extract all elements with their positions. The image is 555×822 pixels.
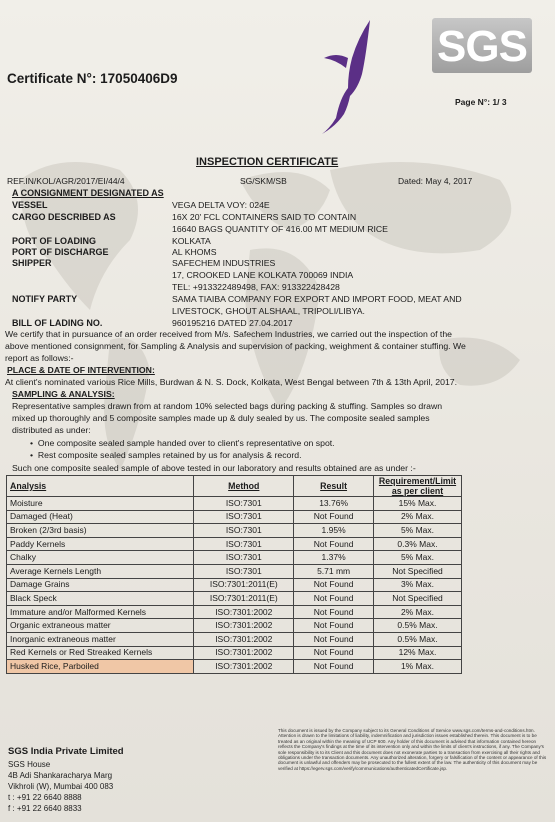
- notify-party-line2: LIVESTOCK, GHOUT ALSHAAL, TRIPOLI/LIBYA.: [172, 306, 365, 316]
- address-line: SGS House: [8, 760, 51, 769]
- port-loading-label: PORT OF LOADING: [12, 236, 96, 246]
- analysis-cell: Black Speck: [7, 592, 194, 606]
- certify-line: above mentioned consignment, for Sampling & Analysis and supervision of packing, weighment & container stuffing. We: [5, 341, 466, 351]
- notify-party-label: NOTIFY PARTY: [12, 294, 78, 304]
- analysis-cell: Average Kernels Length: [7, 564, 194, 578]
- method-cell: ISO:7301:2011(E): [194, 578, 294, 592]
- analysis-cell: Immature and/or Malformed Kernels: [7, 605, 194, 619]
- company-name: SGS India Private Limited: [8, 746, 124, 757]
- analysis-cell: Husked Rice, Parboiled: [7, 660, 194, 674]
- column-header-analysis: Analysis: [7, 476, 194, 497]
- analysis-cell: Paddy Kernels: [7, 537, 194, 551]
- bill-of-lading-value: 960195216 DATED 27.04.2017: [172, 318, 293, 328]
- method-cell: ISO:7301: [194, 564, 294, 578]
- requirement-cell: 5% Max.: [374, 524, 462, 538]
- fax-number: f : +91 22 6640 8833: [8, 804, 82, 813]
- sampling-line: Representative samples drawn from at random 10% selected bags during packing & stuffing. Samples so drawn: [12, 401, 443, 411]
- port-discharge-value: AL KHOMS: [172, 247, 217, 257]
- analysis-cell: Chalky: [7, 551, 194, 565]
- requirement-cell: 2% Max.: [374, 510, 462, 524]
- shipper-value-line1: SAFECHEM INDUSTRIES: [172, 258, 276, 268]
- shipper-label: SHIPPER: [12, 258, 52, 268]
- analysis-cell: Organic extraneous matter: [7, 619, 194, 633]
- place-text: At client's nominated various Rice Mills, Burdwan & N. S. Dock, Kolkata, West Bengal between 7th & 13th April, 2017.: [5, 377, 458, 387]
- consignment-heading: A CONSIGNMENT DESIGNATED AS: [12, 188, 164, 198]
- sampling-line: distributed as under:: [12, 425, 91, 435]
- table-row: [7, 605, 462, 619]
- vessel-value: VEGA DELTA VOY: 024E: [172, 200, 270, 210]
- analysis-cell: Inorganic extraneous matter: [7, 632, 194, 646]
- requirement-cell: 15% Max.: [374, 497, 462, 511]
- bullet-text: One composite sealed sample handed over to client's representative on spot.: [37, 438, 335, 448]
- reference-number: REF.IN/KOL/AGR/2017/EI/44/4: [7, 176, 125, 186]
- result-cell: 1.37%: [294, 551, 374, 565]
- requirement-cell: 0.5% Max.: [374, 632, 462, 646]
- requirement-cell: Not Specified: [374, 592, 462, 606]
- table-row: [7, 592, 462, 606]
- method-cell: ISO:7301:2002: [194, 605, 294, 619]
- result-cell: Not Found: [294, 592, 374, 606]
- result-cell: Not Found: [294, 619, 374, 633]
- table-row: [7, 524, 462, 538]
- column-header-requirement: Requirement/Limit as per client: [374, 476, 462, 497]
- notify-party-line1: SAMA TIAIBA COMPANY FOR EXPORT AND IMPORT FOOD, MEAT AND: [172, 294, 462, 304]
- requirement-cell: 5% Max.: [374, 551, 462, 565]
- certificate-date: Dated: May 4, 2017: [398, 176, 473, 186]
- port-discharge-label: PORT OF DISCHARGE: [12, 247, 109, 257]
- method-cell: ISO:7301: [194, 537, 294, 551]
- address-line: 4B Adi Shankaracharya Marg: [8, 771, 113, 780]
- table-row: [7, 646, 462, 660]
- result-cell: Not Found: [294, 605, 374, 619]
- result-cell: 5.71 mm: [294, 564, 374, 578]
- sampling-bullet: • Rest composite sealed samples retained by us for analysis & record.: [30, 450, 302, 460]
- results-intro: Such one composite sealed sample of above tested in our laboratory and results obtained are as under :-: [12, 463, 416, 473]
- result-cell: Not Found: [294, 537, 374, 551]
- requirement-cell: 12% Max.: [374, 646, 462, 660]
- requirement-cell: 0.5% Max.: [374, 619, 462, 633]
- column-header-method: Method: [194, 476, 294, 497]
- result-cell: Not Found: [294, 646, 374, 660]
- vessel-label: VESSEL: [12, 200, 48, 210]
- requirement-cell: 1% Max.: [374, 660, 462, 674]
- method-cell: ISO:7301:2011(E): [194, 592, 294, 606]
- table-header-row: [7, 476, 462, 497]
- table-row: [7, 497, 462, 511]
- method-cell: ISO:7301: [194, 551, 294, 565]
- analysis-table: [6, 475, 462, 674]
- table-row: [7, 537, 462, 551]
- analysis-cell: Broken (2/3rd basis): [7, 524, 194, 538]
- sampling-line: mixed up thoroughly and 5 composite samples made up & duly sealed by us. The composite sealed samples: [12, 413, 430, 423]
- sgs-bird-logo: [318, 18, 376, 136]
- phone-number: t : +91 22 6640 8888: [8, 793, 82, 802]
- cargo-label: CARGO DESCRIBED AS: [12, 212, 116, 222]
- page-number: Page N°: 1/ 3: [455, 97, 507, 107]
- document-title: INSPECTION CERTIFICATE: [196, 156, 339, 168]
- result-cell: Not Found: [294, 632, 374, 646]
- table-row: [7, 619, 462, 633]
- result-cell: Not Found: [294, 660, 374, 674]
- method-cell: ISO:7301:2002: [194, 660, 294, 674]
- bill-of-lading-label: BILL OF LADING NO.: [12, 318, 103, 328]
- certify-line: report as follows:-: [5, 353, 74, 363]
- result-cell: 13.76%: [294, 497, 374, 511]
- result-cell: 1.95%: [294, 524, 374, 538]
- bullet-text: Rest composite sealed samples retained by us for analysis & record.: [37, 450, 302, 460]
- table-row: [7, 551, 462, 565]
- analysis-cell: Red Kernels or Red Streaked Kernels: [7, 646, 194, 660]
- sgs-logo: SGS: [432, 18, 532, 73]
- table-row: [7, 510, 462, 524]
- table-row: [7, 632, 462, 646]
- method-cell: ISO:7301:2002: [194, 646, 294, 660]
- table-row: [7, 660, 462, 674]
- method-cell: ISO:7301: [194, 524, 294, 538]
- analysis-cell: Moisture: [7, 497, 194, 511]
- column-header-result: Result: [294, 476, 374, 497]
- result-cell: Not Found: [294, 510, 374, 524]
- table-row: [7, 564, 462, 578]
- port-loading-value: KOLKATA: [172, 236, 211, 246]
- method-cell: ISO:7301:2002: [194, 632, 294, 646]
- certificate-number: Certificate N°: 17050406D9: [7, 71, 178, 86]
- shipper-value-line2: 17, CROOKED LANE KOLKATA 700069 INDIA: [172, 270, 354, 280]
- requirement-cell: 3% Max.: [374, 578, 462, 592]
- sampling-heading: SAMPLING & ANALYSIS:: [12, 389, 115, 399]
- sampling-bullet: • One composite sealed sample handed over to client's representative on spot.: [30, 438, 335, 448]
- place-heading: PLACE & DATE OF INTERVENTION:: [7, 365, 155, 375]
- analysis-table-body: [7, 497, 462, 674]
- cargo-value-line1: 16X 20' FCL CONTAINERS SAID TO CONTAIN: [172, 212, 357, 222]
- requirement-cell: 2% Max.: [374, 605, 462, 619]
- cargo-value-line2: 16640 BAGS QUANTITY OF 416.00 MT MEDIUM RICE: [172, 224, 388, 234]
- table-row: [7, 578, 462, 592]
- certify-line: We certify that in pursuance of an order received from M/s. Safechem Industries, we carried out the inspection of the: [5, 329, 452, 339]
- method-cell: ISO:7301: [194, 510, 294, 524]
- address-line: Vikhroli (W), Mumbai 400 083: [8, 782, 114, 791]
- requirement-cell: 0.3% Max.: [374, 537, 462, 551]
- disclaimer-text: This document is issued by the Company subject to its General Conditions of Service www.sgs.com/terms-and-conditions.htm. Attention is drawn to the limitations of liability, indemnification and jurisdiction issues established therein. This document is to be treated as an original within the meaning of UCP 600. Any holder of this document is advised that information contained hereon reflects the Company's findings at the time of its intervention only and within the limits of client's instructions, if any. The Company's sole responsibility is to its Client and this document does not exonerate parties to a transaction from exercising all their rights and obligations under the transaction documents. Any unauthorized alteration, forgery or falsification of the content or appearance of this document is unlawful and offenders may be prosecuted to the fullest extent of the law. The authenticity of this document may be verified at https://egerv.sgs.com/verify/communications/authenticatedCertificate.jsp.: [278, 728, 547, 771]
- analysis-cell: Damaged (Heat): [7, 510, 194, 524]
- method-cell: ISO:7301:2002: [194, 619, 294, 633]
- requirement-cell: Not Specified: [374, 564, 462, 578]
- shipper-value-line3: TEL: +913322489498, FAX: 913322428428: [172, 282, 340, 292]
- analysis-cell: Damage Grains: [7, 578, 194, 592]
- reference-code: SG/SKM/SB: [240, 176, 287, 186]
- result-cell: Not Found: [294, 578, 374, 592]
- method-cell: ISO:7301: [194, 497, 294, 511]
